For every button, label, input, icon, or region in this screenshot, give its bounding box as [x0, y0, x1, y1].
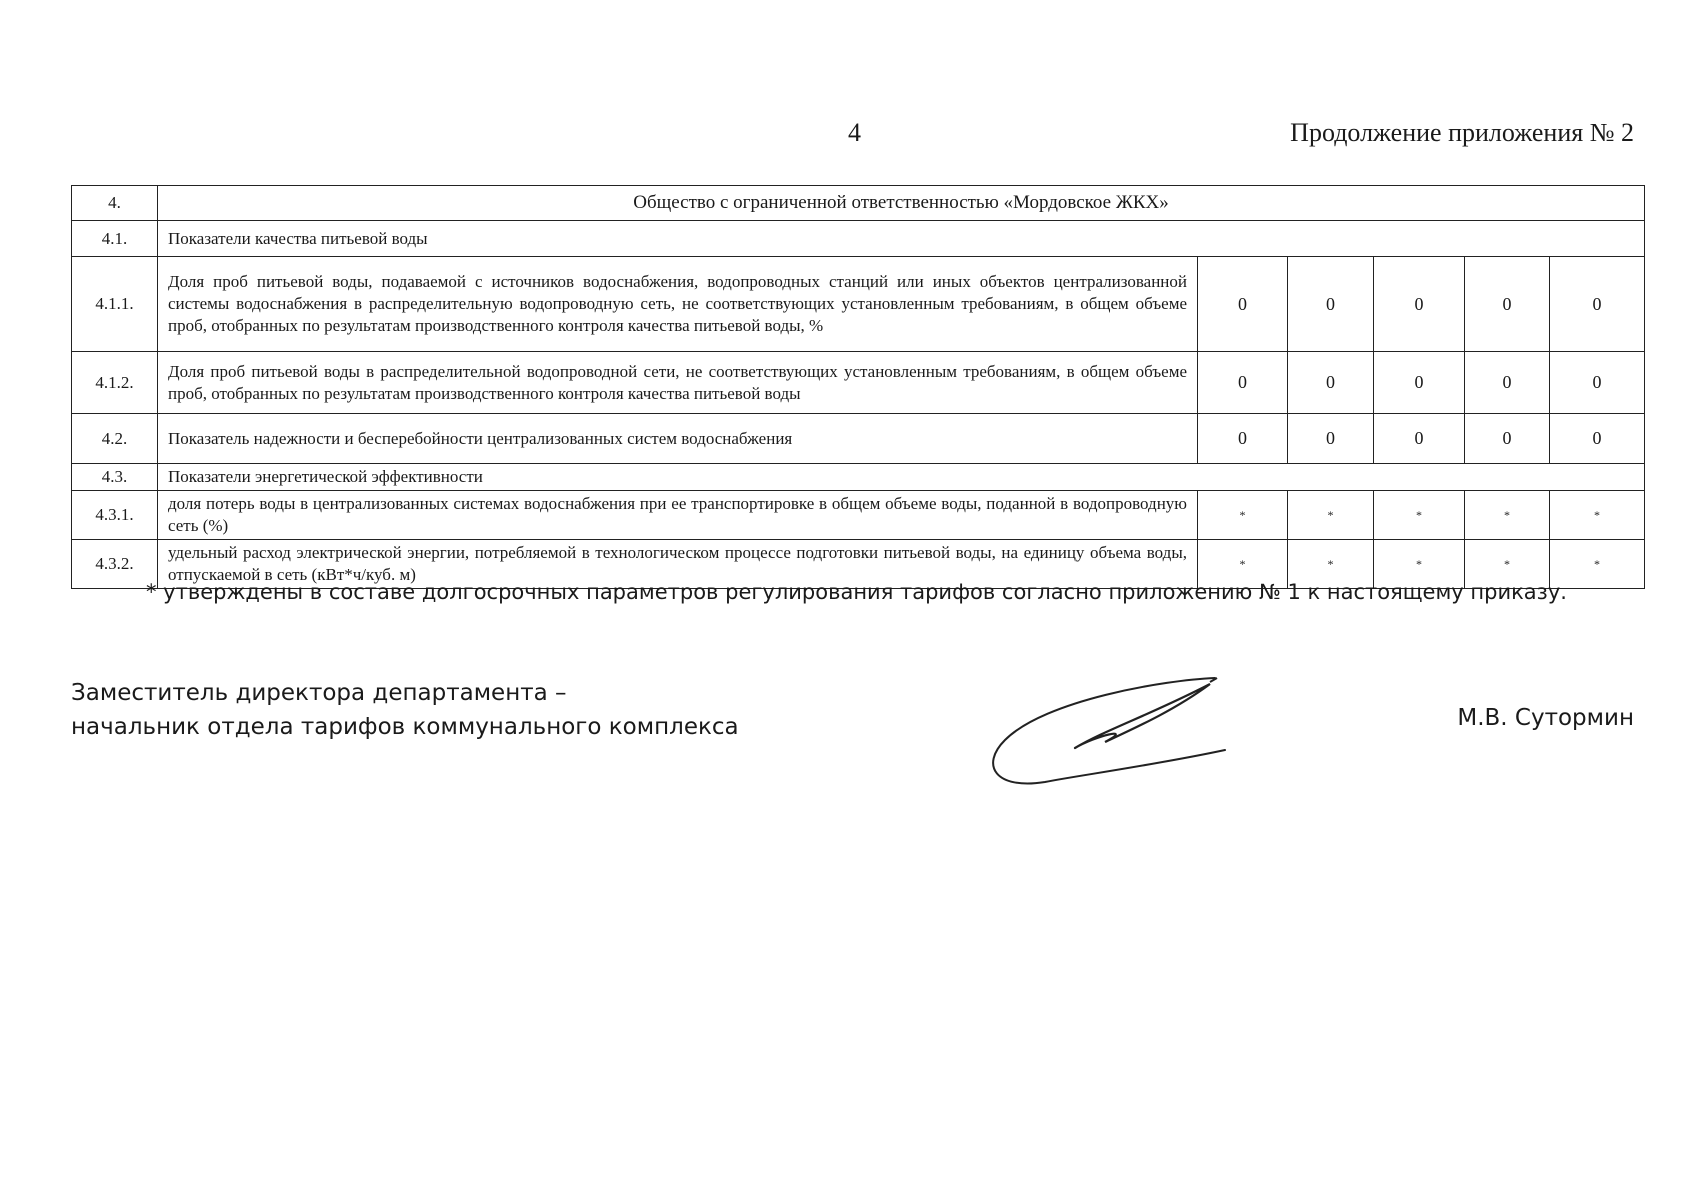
row-number: 4.1.1.: [72, 257, 158, 352]
value-cell: 0: [1465, 352, 1550, 414]
value-cell: *: [1465, 540, 1550, 589]
value-cell: 0: [1198, 414, 1288, 464]
table-row: [72, 491, 1645, 540]
value-cell: 0: [1465, 414, 1550, 464]
value-cell: 0: [1550, 414, 1645, 464]
row-number: 4.2.: [72, 414, 158, 464]
table-row: [72, 257, 1645, 352]
value-cell: *: [1374, 491, 1465, 540]
table-row: [72, 352, 1645, 414]
section-row: [72, 464, 1645, 491]
row-number: 4.1.2.: [72, 352, 158, 414]
value-cell: 0: [1288, 352, 1374, 414]
page-number: 4: [848, 118, 861, 147]
table-row: [72, 414, 1645, 464]
value-cell: *: [1374, 540, 1465, 589]
signatory-title-line: начальник отдела тарифов коммунального комплекса: [71, 714, 739, 740]
value-cell: *: [1198, 540, 1288, 589]
indicator-label: Показатель надежности и бесперебойности централизованных систем водоснабжения: [158, 414, 1198, 464]
signatory-title-line: Заместитель директора департамента –: [71, 680, 567, 706]
value-cell: *: [1198, 491, 1288, 540]
footnote: * утверждены в составе долгосрочных параметров регулирования тарифов согласно приложению № 1 к настоящему приказу.: [146, 580, 1567, 604]
value-cell: 0: [1198, 352, 1288, 414]
row-number: 4.: [72, 186, 158, 221]
value-cell: *: [1465, 491, 1550, 540]
value-cell: 0: [1465, 257, 1550, 352]
value-cell: 0: [1374, 414, 1465, 464]
value-cell: 0: [1288, 257, 1374, 352]
value-cell: 0: [1550, 352, 1645, 414]
indicator-label: доля потерь воды в централизованных системах водоснабжения при ее транспортировке в общем объеме воды, поданной в водопроводную сеть (%): [158, 491, 1198, 540]
org-row: [72, 186, 1645, 221]
section-label: Показатели энергетической эффективности: [158, 464, 1645, 491]
row-number: 4.1.: [72, 221, 158, 257]
value-cell: 0: [1374, 257, 1465, 352]
row-number: 4.3.2.: [72, 540, 158, 589]
signatory-title: [71, 676, 739, 744]
value-cell: 0: [1198, 257, 1288, 352]
handwritten-signature: [985, 670, 1245, 800]
value-cell: 0: [1374, 352, 1465, 414]
indicators-table: [71, 185, 1645, 589]
row-number: 4.3.: [72, 464, 158, 491]
indicator-label: удельный расход электрической энергии, потребляемой в технологическом процессе подготовки питьевой воды, на единицу объема воды, отпускаемой в сеть (кВт*ч/куб. м): [158, 540, 1198, 589]
section-label: Показатели качества питьевой воды: [158, 221, 1645, 257]
section-row: [72, 221, 1645, 257]
row-number: 4.3.1.: [72, 491, 158, 540]
organization-name: Общество с ограниченной ответственностью «Мордовское ЖКХ»: [158, 186, 1645, 221]
value-cell: *: [1550, 491, 1645, 540]
appendix-continuation-label: Продолжение приложения № 2: [1290, 118, 1634, 147]
value-cell: 0: [1550, 257, 1645, 352]
value-cell: *: [1550, 540, 1645, 589]
value-cell: *: [1288, 540, 1374, 589]
indicator-label: Доля проб питьевой воды, подаваемой с источников водоснабжения, водопроводных станций или иных объектов централизованной системы водоснабжения в распределительную водопроводную сеть, не соответствующих установленным требованиям, в общем объеме проб, отобранных по результатам производственного контроля качества питьевой воды, %: [158, 257, 1198, 352]
signatory-name: М.В. Сутормин: [1457, 705, 1634, 731]
indicator-label: Доля проб питьевой воды в распределительной водопроводной сети, не соответствующих установленным требованиям, в общем объеме проб, отобранных по результатам производственного контроля качества питьевой воды: [158, 352, 1198, 414]
value-cell: *: [1288, 491, 1374, 540]
value-cell: 0: [1288, 414, 1374, 464]
